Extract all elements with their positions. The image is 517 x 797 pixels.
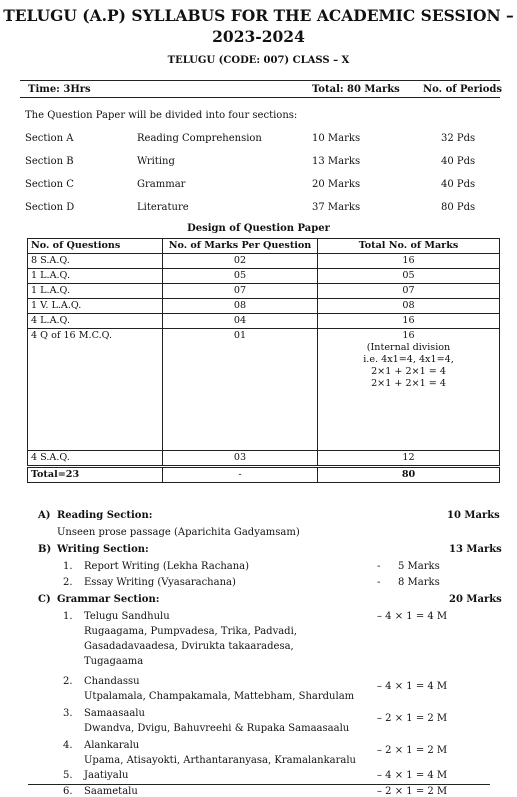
section-periods: 40 Pds [441, 179, 476, 190]
section-label: A) [38, 510, 51, 521]
table-row [28, 451, 500, 467]
table-row [28, 254, 500, 269]
cell-questions: 1 V. L.A.Q. [28, 299, 163, 314]
section-name: Section C [25, 179, 74, 190]
cell-total-marks: 80 [318, 467, 500, 483]
list-item-text: Jaatiyalu [84, 770, 129, 781]
cell-questions: 4 Q of 16 M.C.Q. [28, 329, 163, 451]
list-item-text: Alankaralu [84, 740, 140, 751]
section-marks: 20 Marks [449, 594, 502, 605]
table-row [28, 269, 500, 284]
table-total-row [28, 467, 500, 483]
section-marks: 10 Marks [312, 133, 361, 144]
total-marks-label: Total: 80 Marks [312, 84, 400, 95]
list-item-text: Saametalu [84, 786, 138, 797]
section-name: Section A [25, 133, 74, 144]
cell-marks-per-question: 02 [163, 254, 318, 269]
list-item-detail: Tugagaama [84, 656, 144, 667]
list-item-marks: – 4 × 1 = 4 M [377, 681, 448, 692]
list-item-marks: – 4 × 1 = 4 M [377, 770, 448, 781]
cell-marks-per-question: 05 [163, 269, 318, 284]
list-item-number: 1. [63, 561, 73, 572]
table-row [28, 329, 500, 451]
cell-marks-per-question: 01 [163, 329, 318, 451]
section-marks: 13 Marks [449, 544, 502, 555]
list-item-marks: 8 Marks [398, 577, 440, 588]
section-name: Section D [25, 202, 75, 213]
cell-questions: 8 S.A.Q. [28, 254, 163, 269]
column-header: No. of Questions [28, 239, 163, 254]
cell-total-marks: 07 [318, 284, 500, 299]
list-item-text: Chandassu [84, 676, 140, 687]
title-line-2: 2023-2024 [212, 27, 305, 46]
list-item-detail: Gasadadavaadesa, Dvirukta takaaradesa, [84, 641, 294, 652]
section-label: B) [38, 544, 52, 555]
list-item-detail: Dwandva, Dvigu, Bahuvreehi & Rupaka Samaasaalu [84, 723, 350, 734]
list-item-text: Essay Writing (Vyasarachana) [84, 577, 236, 588]
list-item-marks: 5 Marks [398, 561, 440, 572]
column-header: Total No. of Marks [318, 239, 500, 254]
cell-questions: Total=23 [28, 467, 163, 483]
cell-total-marks: 12 [318, 451, 500, 467]
cell-total-marks: 08 [318, 299, 500, 314]
section-label: C) [38, 594, 51, 605]
cell-questions: 1 L.A.Q. [28, 269, 163, 284]
mcq-note-line: (Internal division [366, 342, 451, 353]
list-item-number: 2. [63, 676, 73, 687]
design-heading: Design of Question Paper [187, 223, 330, 234]
cell-marks-per-question: 07 [163, 284, 318, 299]
list-item-number: 1. [63, 611, 73, 622]
cell-marks-per-question: 04 [163, 314, 318, 329]
section-marks: 10 Marks [447, 510, 500, 521]
section-title: Writing [137, 156, 175, 167]
section-name: Section B [25, 156, 74, 167]
list-item-text: Samaasaalu [84, 708, 145, 719]
subtitle: TELUGU (CODE: 007) CLASS – X [167, 55, 350, 66]
divider [28, 784, 490, 785]
cell-questions: 4 L.A.Q. [28, 314, 163, 329]
list-item-marks: – 2 × 1 = 2 M [377, 745, 448, 756]
section-marks: 37 Marks [312, 202, 361, 213]
cell-marks-per-question: 03 [163, 451, 318, 467]
section-heading: Reading Section: [57, 510, 153, 521]
section-heading: Writing Section: [57, 544, 149, 555]
table-row [28, 284, 500, 299]
section-marks: 13 Marks [312, 156, 361, 167]
list-item-text: Report Writing (Lekha Rachana) [84, 561, 250, 572]
section-title: Grammar [137, 179, 186, 190]
title-line-1: TELUGU (A.P) SYLLABUS FOR THE ACADEMIC SESSION – [3, 6, 514, 25]
cell-total-marks: 05 [318, 269, 500, 284]
mcq-note-line: 2×1 + 2×1 = 4 [371, 378, 446, 389]
cell-total-marks: 16 [318, 314, 500, 329]
mcq-total: 16 [402, 330, 415, 341]
list-item-marks: – 2 × 1 = 2 M [377, 713, 448, 724]
design-table [27, 238, 500, 483]
section-periods: 32 Pds [441, 133, 476, 144]
list-item-dash: - [377, 577, 381, 588]
cell-total-marks: 16 [318, 254, 500, 269]
column-header: No. of Marks Per Question [163, 239, 318, 254]
mcq-note-line: i.e. 4x1=4, 4x1=4, [363, 354, 454, 365]
intro-text: The Question Paper will be divided into four sections: [25, 110, 298, 121]
table-header-row [28, 239, 500, 254]
section-periods: 80 Pds [441, 202, 476, 213]
list-item-number: 2. [63, 577, 73, 588]
section-title: Reading Comprehension [137, 133, 262, 144]
section-heading: Grammar Section: [57, 594, 160, 605]
table-row [28, 314, 500, 329]
cell-total-marks [318, 329, 500, 451]
table-row [28, 299, 500, 314]
list-item-marks: – 4 × 1 = 4 M [377, 611, 448, 622]
periods-label: No. of Periods [423, 84, 503, 95]
list-item-marks: – 2 × 1 = 2 M [377, 786, 448, 797]
cell-marks-per-question: - [163, 467, 318, 483]
list-item-detail: Utpalamala, Champakamala, Mattebham, Shardulam [84, 691, 355, 702]
list-item-number: 6. [63, 786, 73, 797]
section-marks: 20 Marks [312, 179, 361, 190]
section-periods: 40 Pds [441, 156, 476, 167]
section-title: Literature [137, 202, 189, 213]
divider [20, 80, 500, 81]
time-label: Time: 3Hrs [28, 84, 91, 95]
divider [20, 97, 500, 98]
list-item-number: 3. [63, 708, 73, 719]
section-description: Unseen prose passage (Aparichita Gadyamsam) [57, 527, 300, 538]
list-item-dash: - [377, 561, 381, 572]
list-item-text: Telugu Sandhulu [84, 611, 170, 622]
list-item-number: 5. [63, 770, 73, 781]
cell-marks-per-question: 08 [163, 299, 318, 314]
list-item-number: 4. [63, 740, 73, 751]
mcq-note-line: 2×1 + 2×1 = 4 [371, 366, 446, 377]
cell-questions: 4 S.A.Q. [28, 451, 163, 467]
list-item-detail: Upama, Atisayokti, Arthantaranyasa, Kramalankaralu [84, 755, 357, 766]
list-item-detail: Rugaagama, Pumpvadesa, Trika, Padvadi, [84, 626, 297, 637]
cell-questions: 1 L.A.Q. [28, 284, 163, 299]
